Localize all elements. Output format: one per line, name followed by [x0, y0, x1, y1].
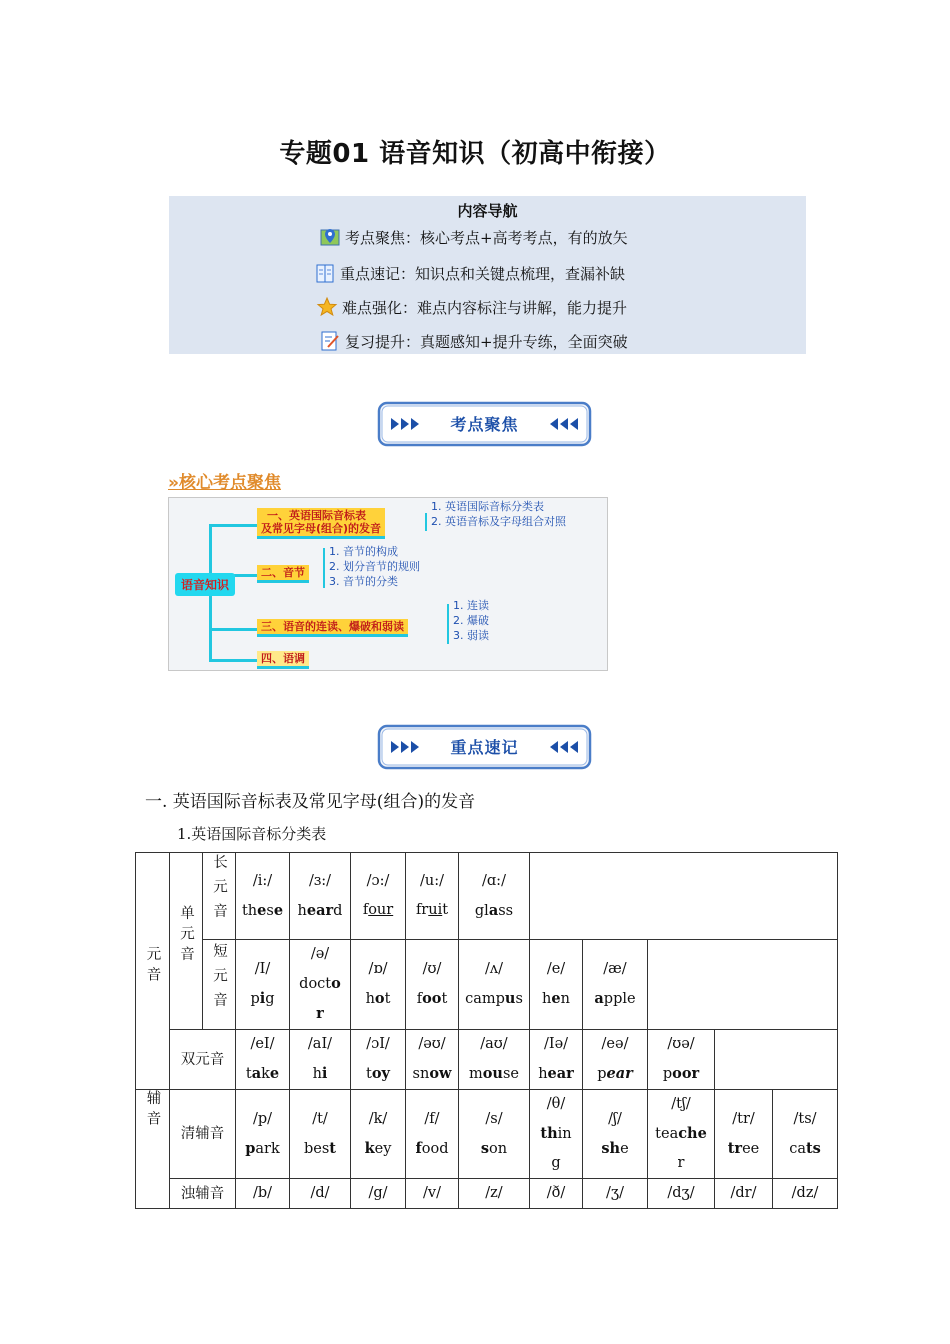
nav-item-difficult — [316, 296, 627, 318]
section-heading: 一. 英语国际音标表及常见字母(组合)的发音 — [145, 792, 476, 812]
section-banner-focus — [377, 401, 592, 447]
subsection-heading: 1.英语国际音标分类表 — [177, 825, 327, 843]
table-cell: /d/ — [290, 1179, 351, 1209]
table-cell: /ɜ:/ heard — [290, 853, 351, 940]
table-cell: /s/ son — [459, 1090, 530, 1179]
table-cell: /eə/ pear — [583, 1030, 648, 1090]
banner-label: 重点速记 — [450, 738, 519, 757]
table-row — [136, 940, 838, 1030]
vowel-label: 元音 — [136, 853, 170, 1090]
table-cell: /dʒ/ — [648, 1179, 715, 1209]
nav-item-focus — [319, 226, 628, 248]
table-cell: /dz/ — [773, 1179, 838, 1209]
table-cell: /ʊ/ foot — [406, 940, 459, 1030]
banner-label: 考点聚焦 — [450, 415, 519, 434]
section-banner-memo — [377, 724, 592, 770]
star-icon — [316, 296, 338, 318]
monophthong-label: 单元音 — [170, 853, 203, 1030]
mind-map-branch-4: 四、语调 — [257, 651, 309, 669]
mind-map-leaf: 3. 弱读 — [453, 629, 489, 642]
table-cell: /dr/ — [715, 1179, 773, 1209]
long-vowel-label: 长元音 — [203, 853, 236, 940]
table-cell: /g/ — [351, 1179, 406, 1209]
table-cell: /ʊə/ poor — [648, 1030, 715, 1090]
table-cell: /i:/ these — [236, 853, 290, 940]
table-row — [136, 853, 838, 940]
mind-map-branch-3: 三、语音的连读、爆破和弱读 — [257, 619, 408, 637]
mind-map-leaf: 2. 划分音节的规则 — [329, 560, 420, 573]
table-cell: /ɑ:/ glass — [459, 853, 530, 940]
voiced-label: 浊辅音 — [170, 1179, 236, 1209]
table-cell: /ʌ/ campus — [459, 940, 530, 1030]
table-cell: /ɔI/ toy — [351, 1030, 406, 1090]
table-cell: /aʊ/ mouse — [459, 1030, 530, 1090]
table-cell: /eI/ take — [236, 1030, 290, 1090]
content-navigation-box — [169, 196, 806, 354]
table-cell: /θ/ thin g — [530, 1090, 583, 1179]
table-cell: /ɔ:/ four — [351, 853, 406, 940]
ipa-table — [135, 852, 838, 1209]
nav-item-label: 难点强化：难点内容标注与讲解，能力提升 — [342, 298, 628, 317]
table-cell: /I/ pig — [236, 940, 290, 1030]
diphthong-label: 双元音 — [170, 1030, 236, 1090]
table-cell: /tʃ/ teache r — [648, 1090, 715, 1179]
table-cell: /t/ best — [290, 1090, 351, 1179]
table-cell: /e/ hen — [530, 940, 583, 1030]
mind-map-branch-1: 一、英语国际音标表 及常见字母(组合)的发音 — [257, 508, 385, 539]
mind-map-leaf: 2. 爆破 — [453, 614, 489, 627]
table-cell: /b/ — [236, 1179, 290, 1209]
table-cell: /Iə/ hear — [530, 1030, 583, 1090]
table-cell: /ɒ/ hot — [351, 940, 406, 1030]
table-row — [136, 1179, 838, 1209]
mind-map-leaf: 2. 英语音标及字母组合对照 — [431, 515, 566, 528]
core-points-heading: »核心考点聚焦 — [168, 473, 281, 493]
table-cell: /aI/ hi — [290, 1030, 351, 1090]
table-row — [136, 1090, 838, 1179]
table-cell: /ʃ/ she — [583, 1090, 648, 1179]
nav-item-review — [319, 330, 628, 352]
table-cell: /p/ park — [236, 1090, 290, 1179]
mind-map-leaf: 1. 连读 — [453, 599, 489, 612]
empty-cell — [648, 940, 838, 1030]
consonant-label: 辅音 — [136, 1090, 170, 1209]
empty-cell — [530, 853, 838, 940]
book-icon — [314, 262, 336, 284]
short-vowel-label: 短元音 — [203, 940, 236, 1030]
table-cell: /z/ — [459, 1179, 530, 1209]
table-cell: /ts/ cats — [773, 1090, 838, 1179]
table-cell: /ð/ — [530, 1179, 583, 1209]
mind-map-root: 语音知识 — [175, 573, 235, 596]
table-cell: /k/ key — [351, 1090, 406, 1179]
table-cell: /ʒ/ — [583, 1179, 648, 1209]
empty-cell — [715, 1030, 838, 1090]
table-cell: /u:/ fruit — [406, 853, 459, 940]
nav-item-label: 重点速记：知识点和关键点梳理，查漏补缺 — [340, 264, 626, 283]
map-icon — [319, 226, 341, 248]
mind-map — [168, 497, 608, 671]
nav-heading: 内容导航 — [457, 202, 518, 220]
table-cell: /v/ — [406, 1179, 459, 1209]
mind-map-branch-2: 二、音节 — [257, 565, 309, 583]
double-chevron-icon: » — [168, 473, 179, 493]
table-cell: /tr/ tree — [715, 1090, 773, 1179]
mind-map-leaf: 1. 音节的构成 — [329, 545, 398, 558]
nav-item-label: 复习提升：真题感知+提升专练，全面突破 — [345, 332, 628, 351]
page-title: 专题01 语音知识（初高中衔接） — [279, 139, 671, 169]
voiceless-label: 清辅音 — [170, 1090, 236, 1179]
edit-icon — [319, 330, 341, 352]
nav-item-memo — [314, 262, 625, 284]
table-cell: /æ/ apple — [583, 940, 648, 1030]
table-cell: /ə/ docto r — [290, 940, 351, 1030]
table-cell: /əʊ/ snow — [406, 1030, 459, 1090]
mind-map-leaf: 3. 音节的分类 — [329, 575, 398, 588]
nav-item-label: 考点聚焦：核心考点+高考考点，有的放矢 — [345, 228, 628, 247]
table-row — [136, 1030, 838, 1090]
table-cell: /f/ food — [406, 1090, 459, 1179]
mind-map-leaf: 1. 英语国际音标分类表 — [431, 500, 544, 513]
